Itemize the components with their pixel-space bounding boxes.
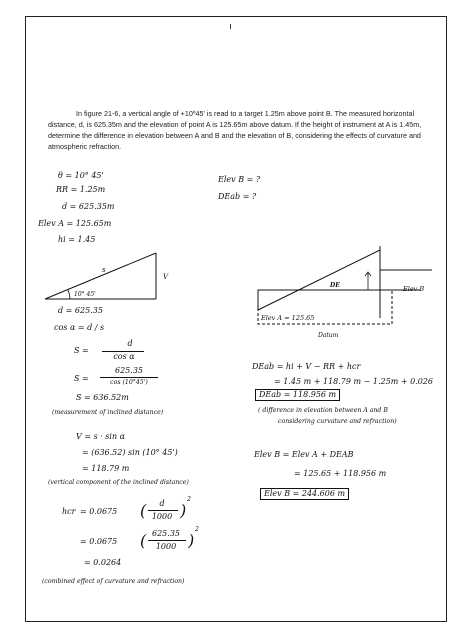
elev-b-label: Elev B [403, 285, 425, 293]
s-eq-lhs-2: S = [74, 374, 89, 383]
de-eq-line2: = 1.45 m + 118.79 m − 1.25m + 0.026 [274, 377, 433, 386]
hcr-num-2: 625.35 [152, 529, 180, 538]
s-eq-den-2: cos (10°45') [110, 379, 148, 386]
hcr-line1-prefix: = 0.0675 [80, 507, 118, 516]
hcr-den-1: 1000 [151, 512, 173, 521]
unknown-elev-b: Elev B = ? [218, 175, 261, 184]
v-eq-line3: = 118.79 m [82, 464, 130, 473]
elev-b-eq-line1: Elev B = Elev A + DEAB [254, 450, 354, 459]
given-elev-a: Elev A = 125.65m [38, 219, 112, 228]
page-top-mark [230, 24, 231, 29]
datum-label: Datum [318, 332, 339, 339]
s-result: S = 636.52m [76, 393, 129, 402]
triangle-angle-label: 10° 45' [74, 291, 96, 298]
v-eq-line2: = (636.52) sin (10° 45') [82, 448, 178, 457]
fraction-bar-2 [100, 377, 158, 378]
de-eq-line1: DEab = hi + V − RR + hcr [252, 362, 361, 371]
de-note-2: considering curvature and refraction) [278, 418, 397, 425]
triangle-v-label: V [163, 273, 169, 281]
paren-open-2: ( [140, 531, 147, 550]
hcr-den-2: 1000 [155, 542, 177, 551]
given-theta: θ = 10° 45' [58, 171, 104, 180]
inclined-triangle-diagram [40, 245, 190, 315]
paren-close-1: ) [180, 501, 187, 520]
de-result-box: DEab = 118.956 m [255, 389, 340, 401]
line-of-sight [258, 250, 380, 310]
hcr-num-1: d [159, 499, 165, 508]
s-eq-lhs-1: S = [74, 346, 89, 355]
elev-a-label: Elev A = 125.65 [261, 314, 315, 322]
s-note: (measurement of inclined distance) [52, 409, 164, 416]
unknown-deab: DEab = ? [218, 192, 257, 201]
triangle-d-label: d = 625.35 [58, 306, 103, 315]
fraction-bar-3 [148, 510, 178, 511]
de-label: DE [330, 282, 340, 289]
s-eq-den-1: cos α [113, 352, 135, 361]
v-note: (vertical component of the inclined distance) [48, 479, 189, 486]
hcr-power-1: 2 [187, 496, 191, 503]
hcr-result: = 0.0264 [84, 558, 122, 567]
given-d: d = 625.35m [62, 202, 115, 211]
v-eq-line1: V = s · sin α [76, 432, 126, 441]
s-eq-num-2: 625.35 [115, 366, 143, 375]
elev-b-result-box: Elev B = 244.606 m [260, 488, 349, 500]
angle-arc [68, 290, 70, 299]
elevation-diagram [250, 238, 440, 343]
triangle-hypotenuse [45, 253, 156, 299]
s-eq-num-1: d [127, 339, 133, 348]
fraction-bar-4 [148, 540, 186, 541]
given-rr: RR = 1.25m [56, 185, 106, 194]
hcr-line2-prefix: = 0.0675 [80, 537, 118, 546]
problem-statement: In figure 21-6, a vertical angle of +10º45' is read to a target 1.25m above point B. The measured horizontal distance, d, is 625.35m and the elevation of point A is 125.65m above datum. If the height of instrument at A is 1.45m, determine the difference in elevation between A and B and the elevation of B, considering the effects of curvature and atmospheric refraction. [48, 109, 422, 151]
paren-open-1: ( [140, 501, 147, 520]
hcr-power-2: 2 [195, 526, 199, 533]
triangle-s-label: s [102, 266, 106, 274]
cos-alpha-eq: cos α = d / s [54, 323, 105, 332]
hcr-note: (combined effect of curvature and refraction) [42, 578, 185, 585]
elev-b-eq-line2: = 125.65 + 118.956 m [294, 469, 387, 478]
hcr-lhs: hcr [62, 507, 76, 516]
given-hi: hi = 1.45 [58, 235, 96, 244]
paren-close-2: ) [188, 531, 195, 550]
de-note-1: ( difference in elevation between A and B [258, 407, 388, 414]
